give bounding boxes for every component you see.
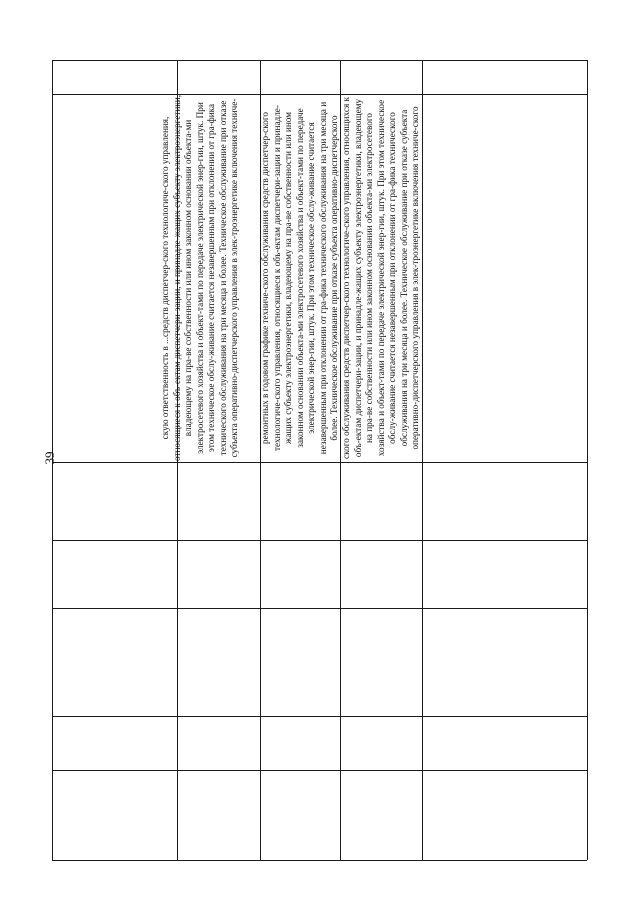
table-line-row-2	[52, 462, 587, 463]
table-cell-column-b	[260, 94, 340, 462]
table-line-row-3	[52, 540, 587, 541]
table-line-right	[587, 60, 588, 860]
table-line-top	[52, 60, 587, 61]
table-line-row-6	[52, 770, 587, 771]
table-line-row-5	[52, 716, 587, 717]
table-line-row-4	[52, 608, 587, 609]
table-line-bottom	[52, 860, 587, 861]
table-cell-column-c	[341, 94, 421, 462]
table-cell-column-a	[160, 94, 240, 462]
table-line-col-4	[422, 60, 423, 860]
table-cell-text: ремонтных в годовом графике техниче-ского обслуживания средств диспетчер-ского технологиче-ского управления, относящиеся к объ-ектам диспетчери-зации и принадле-жащих субъекту электроэнергетики, владеющему на пра-ве собственности или ином законном основании объекта-ми электросетевого хозяйства и объект-тами по передаче электрической энер-гии, штук. При этом техническое обслу-живание считается незавершенным при отклонении от гра-фика технического обслуживания на три месяца и более. Техническое обслуживание при отказе субъекта оперативно-диспетчерского	[260, 101, 339, 455]
table-cell-text: скую ответственность в ...средств диспетчер-ского технологиче-ского управления, относящиеся к объ-ектам диспетчери-зации, и принадле-жащих субъекту электроэнергетики, владеющему на пра-ве собственности или ином законном основании объекта-ми электросетевого хозяйства и объект-тами по передаче электрической энер-гии, штук. При этом техническое обслу-живание считается незавершенным при отклонении от гра-фика технического обслуживания на три месяца и более. Техническое обслуживание при отказе субъекта оперативно-диспетчерского управления в элек-троэнергетике включения техниче-	[160, 94, 239, 462]
table-cell-text: ского обслуживания средств диспетчер-ского технологиче-ского управления, относящихся к объ-ектам диспетчери-зации, и принадле-жащих субъекту электроэнергетики, владеющему на пра-ве собственности или ином законном основании объекта-ми электросетевого хозяйства и объект-тами по передаче электрической энер-гии, штук. При этом техническое обслу-живание считается незавершенным при отклонении от гра-фика технического обслуживания на три месяца и более. Техническое обслуживание при отказе субъекта оперативно-диспетчерского управления в элек-троэнергетике включения техниче-ского	[341, 97, 420, 459]
page-number: 39	[42, 451, 57, 465]
